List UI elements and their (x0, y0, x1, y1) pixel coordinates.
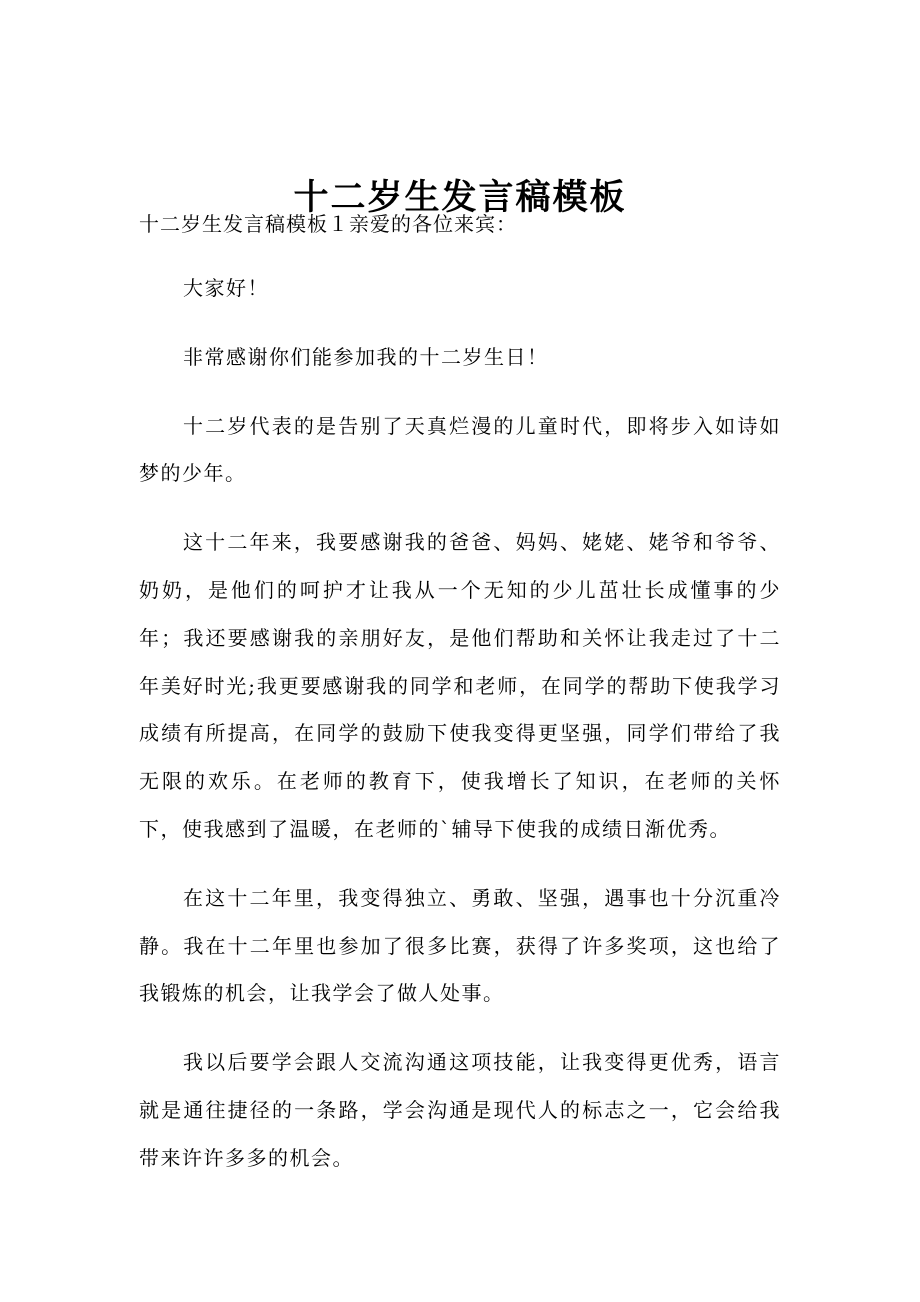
paragraph-greeting: 大家好！ (183, 276, 269, 300)
paragraph-thanks: 非常感谢你们能参加我的十二岁生日！ (183, 344, 549, 369)
paragraph-gratitude: 这十二年来，我要感谢我的爸爸、妈妈、姥姥、姥爷和爷爷、奶奶，是他们的呵护才让我从一个无知的少儿茁壮长成懂事的少年；我还要感谢我的亲朋好友，是他们帮助和关怀让我走过了十二年美好时光;我更要感谢我的同学和老师，在同学的帮助下使我学习成绩有所提高，在同学的鼓励下使我变得更坚强，同学们带给了我无限的欢乐。在老师的教育下，使我增长了知识，在老师的关怀下，使我感到了温暖，在老师的`辅导下使我的成绩日渐优秀。 (139, 530, 781, 841)
paragraph-future: 我以后要学会跟人交流沟通这项技能，让我变得更优秀，语言就是通往捷径的一条路，学会沟通是现代人的标志之一，它会给我带来许许多多的机会。 (139, 1050, 781, 1170)
paragraph-growth: 在这十二年里，我变得独立、勇敢、坚强，遇事也十分沉重冷静。我在十二年里也参加了很多比赛，获得了许多奖项，这也给了我锻炼的机会，让我学会了做人处事。 (139, 885, 781, 1006)
document-title: 十二岁生发言稿模板 (293, 177, 627, 219)
intro-line: 十二岁生发言稿模板１亲爱的各位来宾： (139, 212, 517, 236)
document-body (139, 204, 781, 1183)
paragraph-meaning: 十二岁代表的是告别了天真烂漫的儿童时代，即将步入如诗如梦的少年。 (139, 413, 781, 486)
